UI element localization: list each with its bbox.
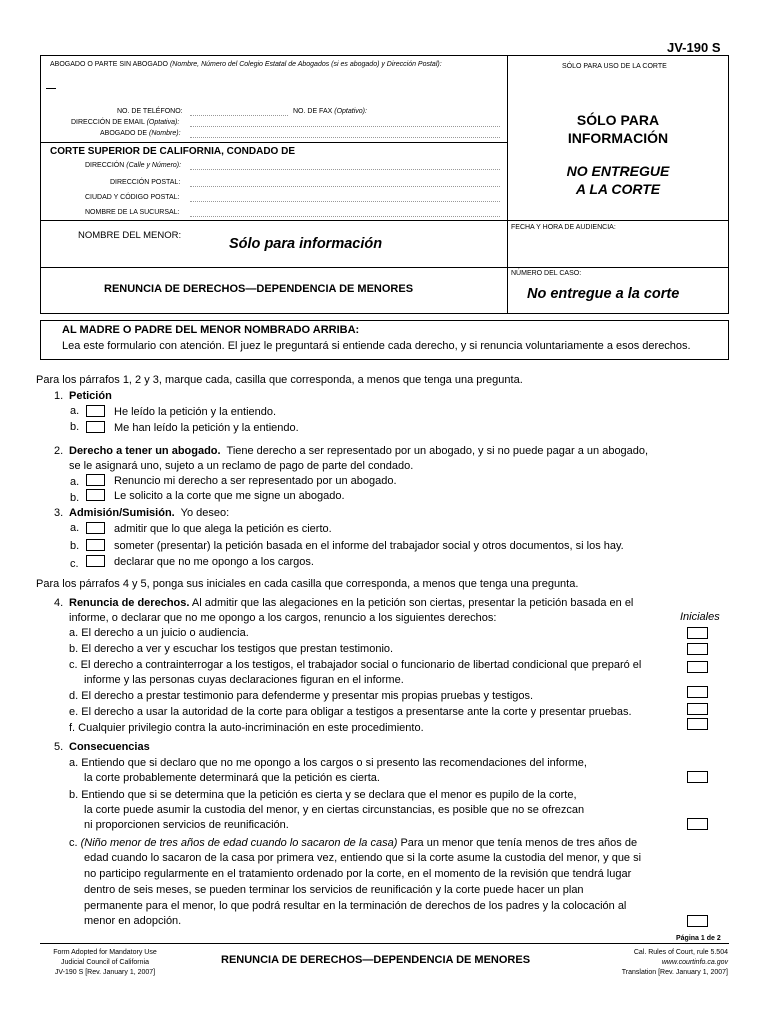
item3-number: 3.: [54, 507, 64, 519]
do-not-file-line-2: A LA CORTE: [575, 181, 661, 197]
item4-title: Renuncia de derechos.: [69, 597, 190, 609]
item3-b-letter: b.: [70, 540, 80, 552]
item4-f-initials-box[interactable]: [687, 718, 708, 730]
form-title: RENUNCIA DE DERECHOS—DEPENDENCIA DE MENORES: [104, 283, 414, 295]
fax-label: [293, 108, 367, 115]
case-number-label: NÚMERO DEL CASO:: [511, 270, 582, 277]
street-label-text: DIRECCIÓN: [85, 162, 125, 169]
attorney-field-mark: [46, 88, 56, 89]
item1-b-checkbox[interactable]: [86, 421, 105, 433]
city-zip-label: CIUDAD Y CÓDIGO POSTAL:: [85, 194, 180, 201]
item1-a-checkbox[interactable]: [86, 405, 105, 417]
item5-c4: dentro de seis meses, se pueden terminar los servicios de reunificación y la corte puede hacer un plan: [84, 884, 584, 896]
case-number-value[interactable]: No entregue a la corte: [527, 286, 680, 302]
branch-label: NOMBRE DE LA SUCURSAL:: [85, 209, 180, 216]
item5-c1: Para un menor que tenía menos de tres años de: [400, 837, 638, 849]
header-bottom-border: [40, 313, 729, 314]
item5-c2: edad cuando lo sacaron de la casa por primera vez, entiendo que si la corte asume la custodia del menor, y que si: [84, 852, 642, 864]
do-not-file-notice: [507, 162, 729, 198]
attorney-for-field[interactable]: [190, 137, 500, 138]
item3-title: Admisión/Sumisión.: [69, 507, 175, 519]
child-name-label: NOMBRE DEL MENOR:: [78, 230, 182, 241]
court-use-label: SÓLO PARA USO DE LA CORTE: [562, 63, 667, 70]
item4-a-initials-box[interactable]: [687, 627, 708, 639]
child-name-value[interactable]: Sólo para información: [229, 236, 383, 252]
footer-left-2: Judicial Council of California: [61, 959, 149, 966]
item4-d: d. El derecho a prestar testimonio para defenderme y presentar mis propias pruebas y testigos.: [69, 690, 534, 702]
item2-text1: Tiene derecho a ser representado por un abogado, y si no puede pagar a un abogado,: [226, 445, 649, 457]
item3-a-text: admitir que lo que alega la petición es cierto.: [114, 523, 332, 535]
phone-label: NO. DE TELÉFONO:: [117, 108, 183, 115]
item5-a2: la corte probablemente determinará que la petición es cierta.: [84, 772, 380, 784]
item5-c-initials-box[interactable]: [687, 915, 708, 927]
item5-b2: la corte puede asumir la custodia del menor, y en ciertas circunstancias, es posible que no se ofrezcan: [84, 804, 585, 816]
item4-c2: informe y las personas cuyas declaraciones figuran en el informe.: [84, 674, 404, 686]
item1-a-text: He leído la petición y la entiendo.: [114, 406, 277, 418]
court-title: CORTE SUPERIOR DE CALIFORNIA, CONDADO DE: [50, 146, 296, 157]
item3-c-checkbox[interactable]: [86, 555, 105, 567]
attorney-for-label: [100, 130, 181, 137]
item4-text2: informe, o declarar que no me opongo a los cargos, renuncio a los siguientes derechos:: [69, 612, 497, 624]
phone-field[interactable]: [190, 115, 288, 116]
item4-line1: [69, 597, 633, 609]
attorney-label-italic: (Nombre, Número del Colegio Estatal de Abogados (si es abogado) y Dirección Postal):: [169, 61, 442, 68]
item1-number: 1.: [54, 390, 64, 402]
fax-optional: (Optativo):: [334, 108, 367, 115]
attorney-label-text: ABOGADO O PARTE SIN ABOGADO: [50, 61, 168, 68]
header-divider-2: [40, 220, 729, 221]
item3-lead: Yo deseo:: [180, 507, 230, 519]
header-top-border: [40, 55, 729, 56]
fax-label-text: NO. DE FAX: [293, 108, 333, 115]
item5-b-initials-box[interactable]: [687, 818, 708, 830]
item2-b-text: Le solicito a la corte que me signe un abogado.: [114, 490, 345, 502]
item5-title: Consecuencias: [69, 741, 150, 753]
item2-title: Derecho a tener un abogado.: [69, 445, 221, 457]
item2-a-text: Renuncio mi derecho a ser representado por un abogado.: [114, 475, 397, 487]
item5-c5: permanente para el menor, lo que podrá resultar en la terminación de derechos de los padres y la colocación al: [84, 900, 627, 912]
item2-a-checkbox[interactable]: [86, 474, 105, 486]
item3-c-letter: c.: [70, 558, 79, 570]
item4-c1: c. El derecho a contrainterrogar a los testigos, el trabajador social o funcionario de libertad condicional que preparó el: [69, 659, 642, 671]
item4-number: 4.: [54, 597, 64, 609]
email-label: [71, 119, 179, 126]
header-divider-1: [40, 142, 507, 143]
footer-right-1: Cal. Rules of Court, rule 5.504: [633, 949, 728, 956]
item4-c-initials-box[interactable]: [687, 661, 708, 673]
form-number: JV-190 S: [667, 40, 721, 55]
item1-a-letter: a.: [70, 405, 80, 417]
email-field[interactable]: [190, 126, 500, 127]
email-optional: (Optativa):: [146, 119, 180, 126]
item4-e: e. El derecho a usar la autoridad de la corte para obligar a testigos a presentarse ante la corte y presentar pruebas.: [69, 706, 632, 718]
item5-c6: menor en adopción.: [84, 915, 182, 927]
footer-right-3: Translation [Rev. January 1, 2007]: [621, 969, 728, 976]
header-left-border: [40, 55, 41, 313]
item1-title: Petición: [69, 390, 112, 402]
item5-a-initials-box[interactable]: [687, 771, 708, 783]
item3-b-text: someter (presentar) la petición basada en el informe del trabajador social y otros documentos, si los hay.: [114, 540, 624, 552]
item4-e-initials-box[interactable]: [687, 703, 708, 715]
info-only-line-1: SÓLO PARA: [576, 112, 660, 128]
mailing-label: DIRECCIÓN POSTAL:: [110, 179, 181, 186]
notice-text: Lea este formulario con atención. El juez le preguntará si entiende cada derecho, y si renuncia voluntariamente a esos derechos.: [62, 340, 691, 352]
footer-title: RENUNCIA DE DERECHOS—DEPENDENCIA DE MENORES: [221, 954, 531, 966]
item4-text1: Al admitir que las alegaciones en la petición son ciertas, presentar la petición basada en el: [191, 597, 634, 609]
notice-heading: AL MADRE O PADRE DEL MENOR NOMBRADO ARRIBA:: [62, 324, 360, 336]
item2-b-letter: b.: [70, 492, 80, 504]
item4-d-initials-box[interactable]: [687, 686, 708, 698]
footer-left-3: JV-190 S [Rev. January 1, 2007]: [54, 969, 156, 976]
footer-right: [560, 948, 728, 978]
attorney-label: [50, 61, 442, 68]
attorney-for-name: (Nombre):: [149, 130, 181, 137]
intro-1-3: Para los párrafos 1, 2 y 3, marque cada, casilla que corresponda, a menos que tenga una pregunta.: [36, 374, 523, 386]
item3-b-checkbox[interactable]: [86, 539, 105, 551]
street-field[interactable]: [190, 169, 500, 170]
item2-a-letter: a.: [70, 476, 80, 488]
street-label: [85, 162, 181, 169]
email-label-text: DIRECCIÓN DE EMAIL: [71, 119, 145, 126]
header-divider-3: [40, 267, 507, 268]
info-only-line-2: INFORMACIÓN: [567, 130, 669, 146]
item5-c1-line: [69, 837, 637, 849]
item5-a1: a. Entiendo que si declaro que no me opongo a los cargos o si presento las recomendaciones del informe,: [69, 757, 587, 769]
page-number: Página 1 de 2: [676, 935, 721, 942]
item1-b-text: Me han leído la petición y la entiendo.: [114, 422, 299, 434]
item3-heading: [69, 507, 229, 519]
mailing-field[interactable]: [190, 186, 500, 187]
item3-a-letter: a.: [70, 522, 80, 534]
info-only-notice: [507, 111, 729, 147]
footer-left: [40, 948, 170, 978]
do-not-file-line-1: NO ENTREGUE: [566, 163, 670, 179]
footer-left-1: Form Adopted for Mandatory Use: [53, 949, 157, 956]
hearing-label: FECHA Y HORA DE AUDIENCIA:: [511, 224, 616, 231]
item4-b: b. El derecho a ver y escuchar los testigos que prestan testimonio.: [69, 643, 394, 655]
item4-a: a. El derecho a un juicio o audiencia.: [69, 627, 249, 639]
item5-number: 5.: [54, 741, 64, 753]
item2-b-checkbox[interactable]: [86, 489, 105, 501]
item5-c-italic: (Niño menor de tres años de edad cuando lo sacaron de la casa): [80, 837, 398, 849]
item3-a-checkbox[interactable]: [86, 522, 105, 534]
item4-b-initials-box[interactable]: [687, 643, 708, 655]
item4-f: f. Cualquier privilegio contra la auto-incriminación en este procedimiento.: [69, 722, 424, 734]
item2-number: 2.: [54, 445, 64, 457]
initials-label: Iniciales: [680, 611, 720, 623]
item5-b3: ni proporcionen servicios de reunificación.: [84, 819, 289, 831]
city-zip-field[interactable]: [190, 201, 500, 202]
item5-b1: b. Entiendo que si se determina que la petición es cierta y se declara que el menor es pupilo de la corte,: [69, 789, 577, 801]
footer-website[interactable]: www.courtinfo.ca.gov: [661, 959, 728, 966]
item1-b-letter: b.: [70, 421, 80, 433]
item5-c3: no participo regularmente en el tratamiento ordenado por la corte, en el momento de la revisión que tendrá lugar: [84, 868, 632, 880]
header-divider-4: [507, 267, 729, 268]
attorney-for-text: ABOGADO DE: [100, 130, 148, 137]
branch-field[interactable]: [190, 216, 500, 217]
intro-4-5: Para los párrafos 4 y 5, ponga sus iniciales en cada casilla que corresponda, a menos que tenga una pregunta.: [36, 578, 579, 590]
item2-text-line1: [69, 445, 648, 457]
item3-c-text: declarar que no me opongo a los cargos.: [114, 556, 314, 568]
footer-rule: [40, 943, 729, 944]
item2-text2: se le asignará uno, sujeto a un reclamo de pago de parte del condado.: [69, 460, 414, 472]
item5-c-letter: c.: [69, 837, 78, 849]
street-label-italic: (Calle y Número):: [126, 162, 182, 169]
